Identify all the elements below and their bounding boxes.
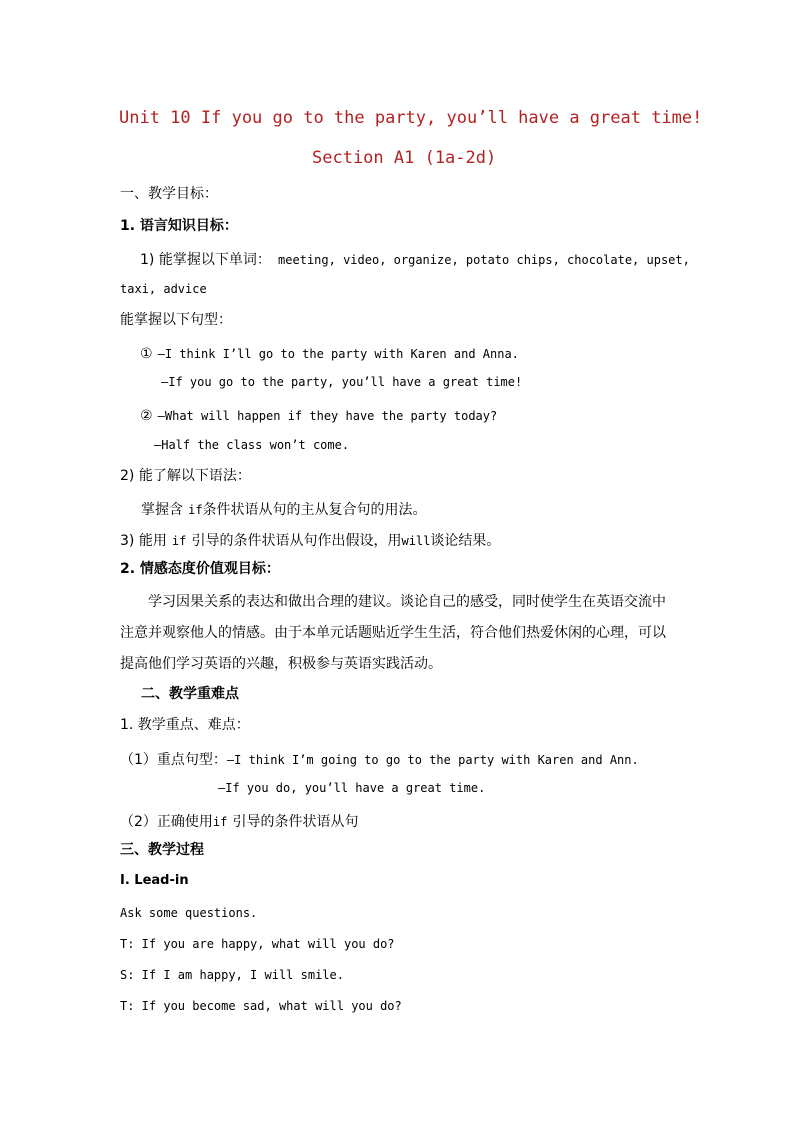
sentence-1b: —If you go to the party, you’ll have a great time!	[161, 375, 523, 389]
key-point-2-post: 引导的条件状语从句	[232, 814, 359, 830]
key-sentence-b: —If you do, you’ll have a great time.	[218, 781, 486, 795]
ability-pre: 3) 能用	[120, 533, 167, 549]
key-point-2-pre: （2）正确使用	[120, 814, 213, 830]
process-line-4: T: If you become sad, what will you do?	[120, 999, 402, 1013]
sentence-1a-text: —I think I’ll go to the party with Karen and Anna.	[157, 347, 519, 361]
key-point-2	[120, 811, 358, 831]
sentence-1a	[140, 343, 519, 363]
sentences-heading: 能掌握以下句型：	[120, 312, 232, 328]
key-points-subheading: 1. 教学重点、难点：	[120, 717, 250, 733]
sentence-2b: —Half the class won’t come.	[154, 438, 350, 452]
grammar-if: if	[188, 503, 203, 517]
ability-mid: 引导的条件状语从句作出假设，用	[191, 533, 402, 549]
grammar-heading: 2) 能了解以下语法：	[120, 468, 251, 484]
process-heading: 三、教学过程	[120, 842, 204, 858]
key-sentence-label: （1）重点句型：	[120, 752, 227, 768]
circle-number-1: ①	[140, 346, 153, 362]
knowledge-heading: 1. 语言知识目标：	[120, 218, 238, 234]
grammar-pre: 掌握含	[141, 502, 183, 518]
ability-post: 谈论结果。	[430, 533, 501, 549]
grammar-line	[141, 499, 427, 519]
section-title: Section A1 (1a-2d)	[312, 148, 497, 168]
vocabulary-prefix: 1) 能掌握以下单词：	[140, 252, 271, 268]
ability-will: will	[401, 534, 431, 548]
unit-title: Unit 10 If you go to the party, you’ll have a great time!	[119, 108, 703, 128]
process-line-2: T: If you are happy, what will you do?	[120, 937, 395, 951]
process-line-1: Ask some questions.	[120, 906, 258, 920]
key-points-heading: 二、教学重难点	[141, 686, 239, 702]
emotion-paragraph: 学习因果关系的表达和做出合理的建议。谈论自己的感受，同时使学生在英语交流中注意并观察他人的情感。由于本单元话题贴近学生生活，符合他们热爱休闲的心理，可以提高他们学习英语的兴趣，积极参与英语实践活动。	[120, 594, 666, 672]
sentence-2a	[140, 405, 497, 425]
emotion-heading: 2. 情感态度价值观目标：	[120, 561, 280, 577]
sentence-2a-text: —What will happen if they have the party today?	[157, 409, 498, 423]
vocabulary-cont: taxi, advice	[120, 282, 207, 296]
objectives-heading: 一、教学目标：	[120, 186, 218, 202]
key-sentence-a-text: —I think I’m going to go to the party with Karen and Ann.	[226, 753, 639, 767]
vocabulary-line	[140, 249, 690, 269]
grammar-post: 条件状语从句的主从复合句的用法。	[202, 502, 427, 518]
process-line-3: S: If I am happy, I will smile.	[120, 968, 344, 982]
circle-number-2: ②	[140, 408, 153, 424]
vocabulary-words: meeting, video, organize, potato chips, chocolate, upset,	[270, 253, 690, 267]
ability-line	[120, 530, 500, 550]
key-sentence-a	[120, 749, 639, 769]
ability-if: if	[171, 534, 187, 548]
key-point-2-if: if	[212, 815, 228, 829]
lead-in-heading: Ⅰ. Lead-in	[120, 873, 189, 888]
